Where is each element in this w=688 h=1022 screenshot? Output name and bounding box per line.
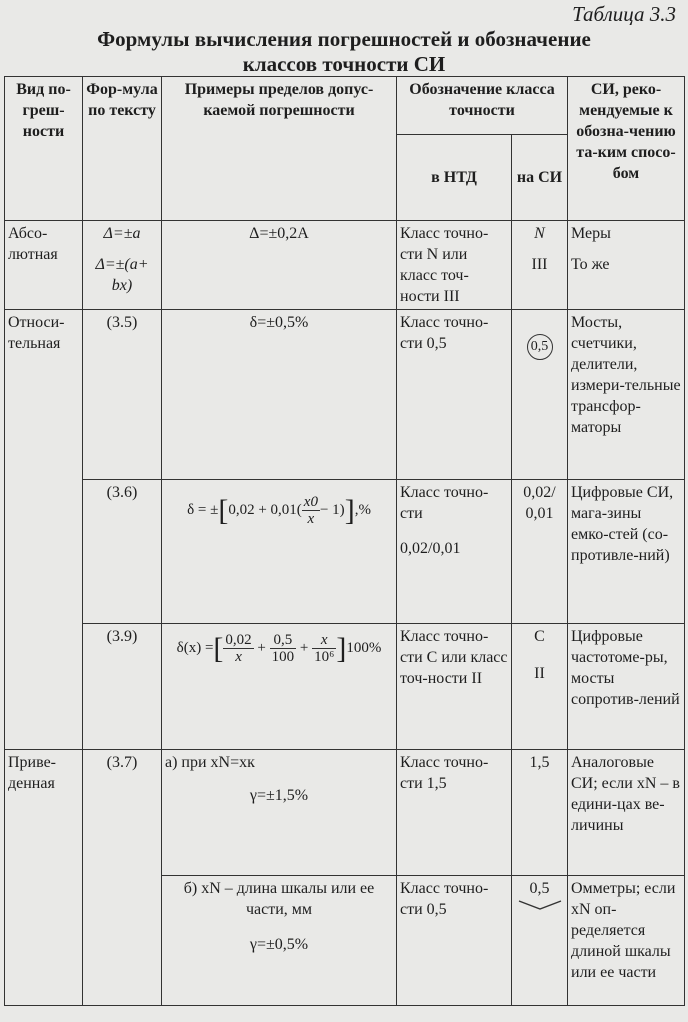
cell-example-rel1: δ=±0,5% — [162, 310, 397, 480]
table-row — [5, 750, 685, 876]
formula-rel2 — [187, 494, 371, 527]
formula-rel2-suffix: ,% — [354, 501, 371, 518]
rec-abs-2: То же — [571, 256, 610, 273]
cell-formula-empty — [83, 876, 162, 1006]
header-formula: Фор-мула по тексту — [83, 77, 162, 221]
cell-si-rel1 — [512, 310, 568, 480]
si-rel3-1: C — [534, 628, 545, 645]
cell-ntd-rel1: Класс точно-сти 0,5 — [397, 310, 512, 480]
header-recommended: СИ, реко-мендуемые к обозна-чению та-ким спосо-бом — [568, 77, 685, 221]
cell-type-rel: Относи-тельная — [5, 310, 83, 480]
cell-ntd-red2: Класс точно-сти 0,5 — [397, 876, 512, 1006]
fraction-x0-x — [302, 494, 320, 527]
table-title-line1: Формулы вычисления погрешностей и обозначение — [97, 27, 591, 51]
rec-abs-1: Меры — [571, 225, 611, 242]
si-rel3-2: II — [534, 665, 545, 682]
formula-rel3-prefix: δ(x) = — [176, 639, 214, 656]
table-row — [5, 624, 685, 750]
table-row — [5, 480, 685, 624]
formula-rel3-suffix: 100% — [346, 639, 382, 656]
ntd-rel2-1: Класс точно-сти — [400, 484, 489, 522]
cell-si-abs — [512, 221, 568, 310]
cell-example-red2 — [162, 876, 397, 1006]
cell-type-abs: Абсо-лютная — [5, 221, 83, 310]
table-row — [5, 221, 685, 310]
cell-si-rel2: 0,02/ 0,01 — [512, 480, 568, 624]
header-row — [5, 77, 685, 135]
cell-formula-rel2: (3.6) — [83, 480, 162, 624]
header-examples: Примеры пределов допус-каемой погрешности — [162, 77, 397, 221]
table-title-line2: классов точности СИ — [242, 52, 446, 76]
cell-example-rel2 — [162, 480, 397, 624]
fraction-num: x — [312, 632, 336, 649]
cell-ntd-red1: Класс точно-сти 1,5 — [397, 750, 512, 876]
formula-rel3: δ(x) =[ $\frac{0,02}{x}$ + $\frac{0,5}{100}$ + $\frac{x}{\text{10⁶}}$ ]100% — [176, 632, 382, 665]
cell-example-red1 — [162, 750, 397, 876]
example-red1-1: а) при xN=xк — [165, 754, 255, 771]
bracket-right: ] — [344, 494, 355, 527]
fraction-den: 100 — [271, 649, 295, 665]
fraction-den: x — [235, 649, 242, 665]
scale-chevron-icon — [517, 899, 563, 911]
cell-type-empty — [5, 624, 83, 750]
example-red2-1: б) xN – длина шкалы или ее части, мм — [183, 880, 375, 918]
cell-ntd-rel2 — [397, 480, 512, 624]
cell-ntd-abs: Класс точно-сти N или класс точ-ности III — [397, 221, 512, 310]
cell-ntd-rel3: Класс точно-сти С или класс точ-ности II — [397, 624, 512, 750]
cell-formula-abs — [83, 221, 162, 310]
cell-example-abs: Δ=±0,2A — [162, 221, 397, 310]
cell-example-rel3 — [162, 624, 397, 750]
fraction-num: 0,5 — [270, 632, 297, 649]
formula-a: Δ=±a — [103, 225, 141, 242]
cell-rec-rel1: Мосты, счетчики, делители, измери-тельные трансфор-маторы — [568, 310, 685, 480]
si-rel1-circled: 0,5 — [527, 334, 553, 360]
fraction-3 — [312, 632, 336, 665]
cell-type-red: Приве-денная — [5, 750, 83, 876]
header-on-si: на СИ — [512, 135, 568, 221]
cell-rec-abs — [568, 221, 685, 310]
si-abs-1: N — [534, 225, 545, 242]
bracket-left: [ — [213, 632, 224, 665]
si-abs-2: III — [531, 256, 548, 273]
example-red1-2: γ=±1,5% — [249, 787, 309, 804]
cell-si-red2 — [512, 876, 568, 1006]
formula-b1: Δ=±(a+ — [95, 256, 149, 273]
cell-formula-rel1: (3.5) — [83, 310, 162, 480]
error-formulas-table — [4, 76, 685, 1006]
bracket-right: ] — [336, 632, 347, 665]
cell-rec-rel2: Цифровые СИ, мага-зины емко-стей (со-противле-ний) — [568, 480, 685, 624]
cell-formula-red: (3.7) — [83, 750, 162, 876]
ntd-rel2-2: 0,02/0,01 — [400, 540, 461, 557]
header-class-designation: Обозначение класса точности — [397, 77, 568, 135]
cell-rec-rel3: Цифровые частотоме-ры, мосты сопротив-лений — [568, 624, 685, 750]
fraction-2 — [270, 632, 297, 665]
cell-si-red1: 1,5 — [512, 750, 568, 876]
example-red2-2: γ=±0,5% — [249, 936, 309, 953]
fraction-den: 10⁶ — [314, 649, 335, 665]
cell-rec-red2: Омметры; если xN оп-ределяется длиной шкалы или ее части — [568, 876, 685, 1006]
si-red2-value: 0,5 — [529, 880, 550, 897]
table-number: Таблица 3.3 — [572, 2, 676, 26]
formula-rel2-const: 0,02 + 0,01( — [228, 501, 302, 518]
cell-si-rel3 — [512, 624, 568, 750]
table-row — [5, 310, 685, 480]
fraction-num: 0,02 — [225, 632, 252, 648]
header-type: Вид по-греш-ности — [5, 77, 83, 221]
fraction-den: x — [307, 511, 315, 527]
cell-type-empty — [5, 876, 83, 1006]
cell-rec-red1: Аналоговые СИ; если xN – в едини-цах ве-личины — [568, 750, 685, 876]
formula-rel2-prefix: δ = ± — [187, 501, 219, 518]
fraction-num: x0 — [303, 494, 318, 510]
formula-rel2-tail: − 1) — [319, 501, 345, 518]
cell-type-empty — [5, 480, 83, 624]
cell-formula-rel3: (3.9) — [83, 624, 162, 750]
fraction-1 — [223, 632, 253, 665]
header-in-ntd: в НТД — [397, 135, 512, 221]
table-row — [5, 876, 685, 1006]
bracket-left: [ — [218, 494, 229, 527]
formula-b2: bx) — [111, 277, 133, 294]
